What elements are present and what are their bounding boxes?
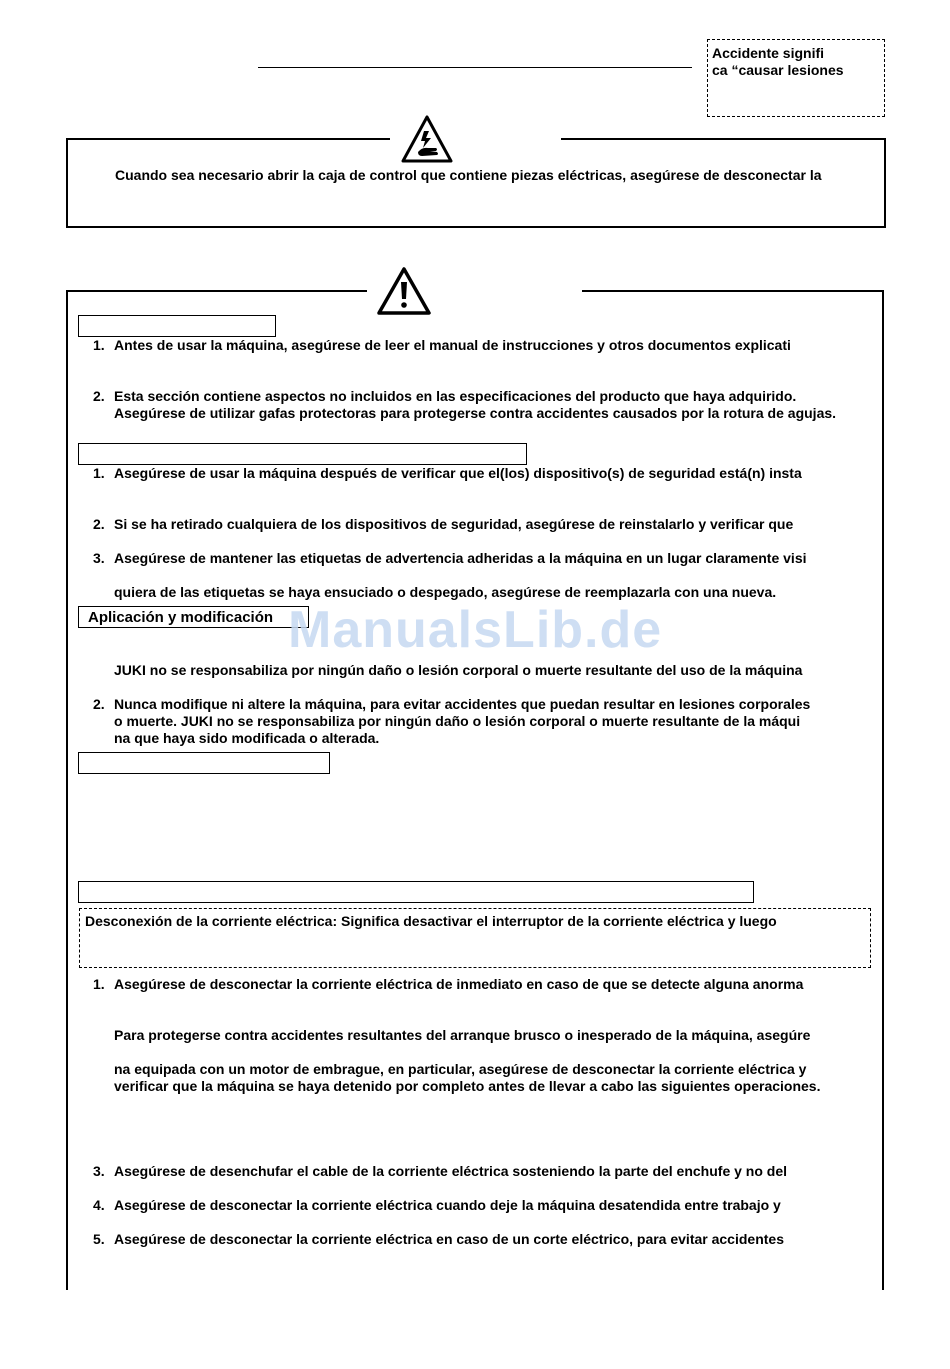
header-note-line1: Accidente signifi (712, 45, 825, 61)
caution-panel-left (66, 290, 68, 1290)
s5-item-1-number: 1. (93, 976, 105, 992)
definition-text: Desconexión de la corriente eléctrica: Significa desactivar el interruptor de la corriente eléctrica y luego (85, 913, 777, 929)
s5-item-4-number: 4. (93, 1197, 105, 1213)
s2-item-3-text-line2: quiera de las etiquetas se haya ensuciado o despegado, asegúrese de reemplazarla con una nueva. (114, 584, 777, 600)
caution-panel-right (882, 290, 884, 1290)
warning-exclamation-icon (376, 266, 432, 316)
section-2-label-box (78, 443, 527, 465)
header-rule (258, 67, 692, 68)
hazard-panel-left (66, 138, 68, 228)
s5-item-2-text: Para protegerse contra accidentes resultantes del arranque brusco o inesperado de la máquina, asegúre (114, 1027, 811, 1043)
section-5-label-box (78, 881, 754, 903)
hazard-panel-top-right (561, 138, 886, 140)
s2-item-3-text: Asegúrese de mantener las etiquetas de advertencia adheridas a la máquina en un lugar claramente visi (114, 550, 807, 566)
hazard-panel-bottom (66, 226, 886, 228)
s5-item-2-text-line2: na equipada con un motor de embrague, en particular, asegúrese de desconectar la corriente eléctrica y (114, 1061, 807, 1077)
hazard-panel-text: Cuando sea necesario abrir la caja de control que contiene piezas eléctricas, asegúrese de desconectar la (115, 167, 822, 183)
s1-item-1-text: Antes de usar la máquina, asegúrese de leer el manual de instrucciones y otros documentos explicati (114, 337, 791, 353)
s2-item-1-number: 1. (93, 465, 105, 481)
s5-item-5-number: 5. (93, 1231, 105, 1247)
s5-item-1-text: Asegúrese de desconectar la corriente eléctrica de inmediato en caso de que se detecte alguna anorma (114, 976, 804, 992)
section-1-label-box (78, 315, 276, 337)
caution-panel-top-left (66, 290, 367, 292)
s3-item-2-text-line3: na que haya sido modificada o alterada. (114, 730, 380, 746)
s1-item-2-text-line2: Asegúrese de utilizar gafas protectoras para protegerse contra accidentes causados por la rotura de agujas. (114, 405, 837, 421)
s2-item-3-number: 3. (93, 550, 105, 566)
s3-item-1-text: JUKI no se responsabiliza por ningún daño o lesión corporal o muerte resultante del uso de la máquina (114, 662, 803, 678)
s5-item-5-text: Asegúrese de desconectar la corriente eléctrica en caso de un corte eléctrico, para evitar accidentes (114, 1231, 784, 1247)
hazard-panel-right (884, 138, 886, 228)
s2-item-2-text: Si se ha retirado cualquiera de los dispositivos de seguridad, asegúrese de reinstalarlo y verificar que (114, 516, 794, 532)
s3-item-2-text-line2: o muerte. JUKI no se responsabiliza por ningún daño o lesión corporal o muerte resultante de la máqui (114, 713, 801, 729)
electric-hazard-hand-icon (400, 114, 454, 164)
s3-item-2-number: 2. (93, 696, 105, 712)
s3-item-2-text: Nunca modifique ni altere la máquina, para evitar accidentes que puedan resultar en lesiones corporales (114, 696, 811, 712)
definition-box (79, 908, 871, 968)
s1-item-2-number: 2. (93, 388, 105, 404)
s2-item-1-text: Asegúrese de usar la máquina después de verificar que el(los) dispositivo(s) de seguridad está(n) insta (114, 465, 802, 481)
s5-item-3-number: 3. (93, 1163, 105, 1179)
section-3-label: Aplicación y modificación (88, 609, 274, 626)
watermark: ManualsLib.de (288, 601, 663, 659)
header-note-box (707, 39, 885, 117)
header-note-line2: ca “causar lesiones (712, 62, 844, 78)
caution-panel-top-right (582, 290, 884, 292)
s1-item-1-number: 1. (93, 337, 105, 353)
s1-item-2-text: Esta sección contiene aspectos no incluidos en las especificaciones del producto que haya adquirido. (114, 388, 797, 404)
hazard-panel-top-left (66, 138, 390, 140)
s5-item-2-text-line3: verificar que la máquina se haya detenido por completo antes de llevar a cabo las siguientes operaciones. (114, 1078, 821, 1094)
s5-item-3-text: Asegúrese de desenchufar el cable de la corriente eléctrica sosteniendo la parte del enchufe y no del (114, 1163, 788, 1179)
section-4-label-box (78, 752, 330, 774)
s5-item-4-text: Asegúrese de desconectar la corriente eléctrica cuando deje la máquina desatendida entre trabajo y (114, 1197, 781, 1213)
section-3-label-box (78, 606, 309, 628)
s2-item-2-number: 2. (93, 516, 105, 532)
